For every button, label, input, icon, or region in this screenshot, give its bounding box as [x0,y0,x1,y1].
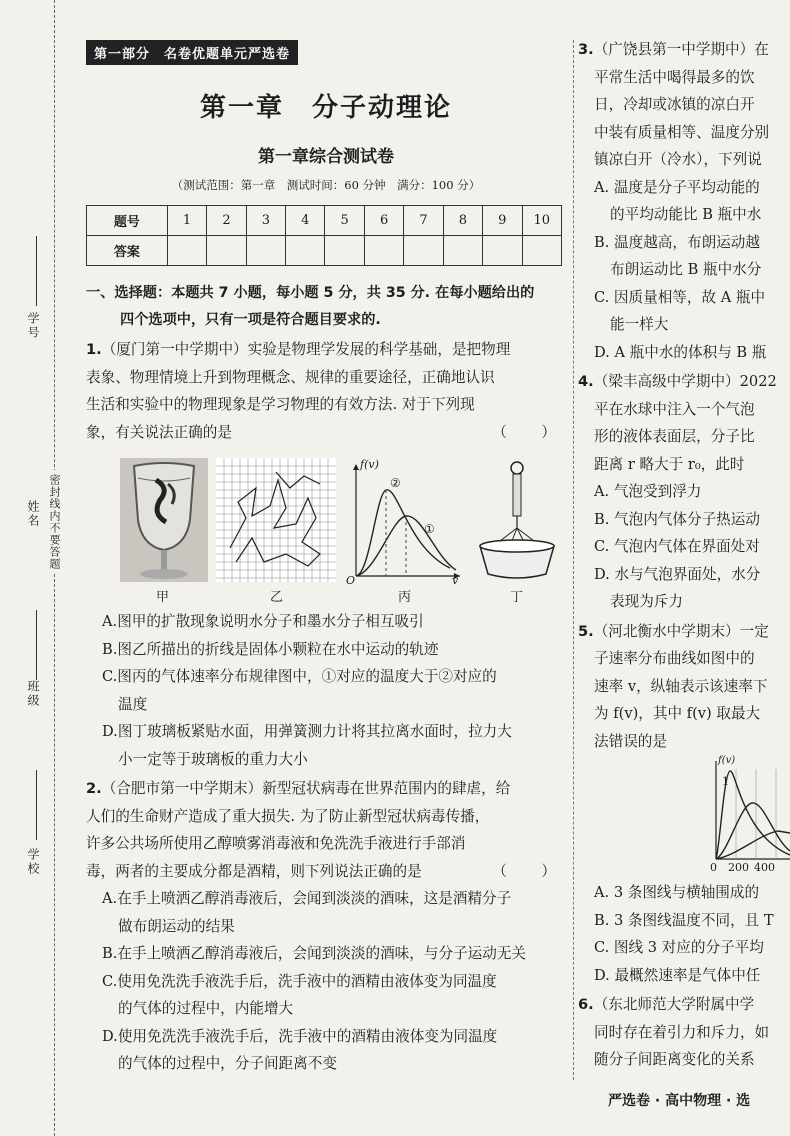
option-label: D. [102,1027,118,1045]
answer-cell[interactable] [483,236,522,266]
answer-cell[interactable] [325,236,364,266]
banner-part: 第一部分 [94,47,151,62]
question-text: 为 f(v)，其中 f(v) 取最大 [594,705,761,722]
school-underline [36,770,37,840]
class-label: 班级 [26,680,40,708]
option-text-cont: 表现为斥力 [610,593,683,610]
answer-table-number-row [87,206,562,236]
option-text: 图丙的气体速率分布规律图中，①对应的温度大于②对应的 [117,668,497,685]
option-d: D. 最概然速率是气体中任 [594,966,761,984]
question-text: （东北师范大学附属中学 [593,996,755,1013]
question-text: 象，有关说法正确的是 [86,423,232,441]
answer-table [86,205,562,266]
question-text: 生活和实验中的物理现象是学习物理的有效方法. 对于下列现 [86,396,475,413]
option-text: 使用免洗洗手液洗手后，洗手液中的酒精由液体变为同温度 [117,1027,498,1045]
question-number: 6 [364,206,403,236]
question-number-label: 2. [86,780,102,797]
question-1-figures [86,458,566,608]
answer-bracket: （ ） [492,423,566,441]
section-banner [86,40,298,65]
option-text: 图甲的扩散现象说明水分子和墨水分子相互吸引 [117,613,424,630]
option-text: 图乙所描出的折线是固体小颗粒在水中运动的轨迹 [117,640,439,658]
option-text-cont: 能一样大 [610,316,669,333]
option-text: 在手上喷洒乙醇消毒液后，会闻到淡淡的酒味，这是酒精分子 [117,890,512,907]
option-a: A. 气泡受到浮力 [594,483,702,500]
section-heading [86,280,566,334]
binding-margin [0,0,66,1136]
answer-cell[interactable] [286,236,325,266]
question-number: 9 [483,206,522,236]
option-b [86,636,566,664]
option-a [86,608,566,636]
question-number: 10 [522,206,562,236]
axis-tick: 400 [754,861,775,874]
question-number-label: 3. [578,41,594,58]
option-c: C. 气泡内气体在界面处对 [594,538,760,555]
answer-cell[interactable] [522,236,562,266]
answer-cell[interactable] [207,236,246,266]
option-b: B. 温度越高，布朗运动越 [594,233,760,251]
option-text-cont: 的气体的过程中，内能增大 [118,1000,294,1017]
question-1-options [86,608,566,773]
option-d: D. 水与气泡界面处，水分 [594,565,761,583]
option-text-cont: 布朗运动比 B 瓶中水分 [610,261,762,278]
option-text-cont: 做布朗运动的结果 [118,917,235,935]
question-text: 速率 v，纵轴表示该速率下 [594,677,768,695]
answer-cell[interactable] [246,236,285,266]
question-text: 毒，两者的主要成分都是酒精，则下列说法正确的是 [86,862,422,880]
figure-glass-diffusion [120,458,208,586]
option-b: B. 3 条图线温度不同，且 T [594,911,774,929]
figure-label: 丁 [510,590,524,605]
question-number-label: 4. [578,373,594,390]
question-text: （梁丰高级中学期中）2022 [593,373,777,390]
question-text: 形的液体表面层，分子比 [594,428,755,445]
main-column [86,40,566,1078]
option-text-cont: 的气体的过程中，分子间距离不变 [118,1055,337,1072]
question-number: 7 [404,206,443,236]
answer-bracket: （ ） [492,862,566,880]
question-text: 镇凉白开（冷水），下列说 [594,151,762,168]
graph-origin-label: O [346,574,356,587]
question-text: 表象、物理情境上升到物理概念、规律的重要途径，正确地认识 [86,368,495,386]
question-text: 法错误的是 [594,732,667,750]
answer-cell[interactable] [443,236,482,266]
option-c: C. 图线 3 对应的分子平均 [594,939,764,956]
option-d [86,718,566,773]
axis-tick: 0 [710,861,717,874]
question-text: 平常生活中喝得最多的饮 [594,68,755,86]
figure-speed-distribution [346,458,464,592]
question-text: 子速率分布曲线如图中的 [594,650,755,667]
question-number: 3 [246,206,285,236]
graph-x-label: v [452,574,459,587]
question-3 [578,36,790,174]
option-a [86,885,566,940]
graph-y-label: f(v) [360,458,379,471]
figure-spring-scale-basin [476,458,558,586]
answer-table-answer-row [87,236,562,266]
question-text: 随分子间距离变化的关系 [594,1051,755,1068]
question-text: 中装有质量相等、温度分别 [594,123,770,141]
graph-y-label: f(v) [718,755,736,766]
question-text: 距离 r 略大于 r₀，此时 [594,455,745,473]
figure-label: 甲 [156,590,170,605]
option-text-cont: 小一定等于玻璃板的重力大小 [118,750,308,768]
question-2-options [86,885,566,1078]
question-5 [578,618,790,756]
question-number-label: 5. [578,622,594,640]
option-b [86,940,566,968]
seal-notice: 密封线内不要答题 [46,470,62,574]
test-title: 第一章综合测试卷 [258,147,394,167]
question-text: （厦门第一中学期中）实验是物理学发展的科学基础，是把物理 [101,341,511,358]
question-text: 许多公共场所使用乙醇喷雾消毒液和免洗洗手液进行手部消 [86,835,466,852]
option-label: C. [102,972,118,990]
student-id-label: 学号 [26,312,40,340]
option-c [86,663,566,718]
option-label: A. [102,613,118,630]
question-text: 平在水球中注入一个气泡 [594,400,755,418]
column-divider [573,40,574,1080]
question-6 [578,991,790,1074]
question-number: 1 [167,206,206,236]
question-text: 日，冷却或冰镇的凉白开 [594,96,755,113]
figure-label: 乙 [270,590,284,605]
footer-series-label: 严选卷 · 高中物理 · 选 [608,1093,751,1109]
question-text: （合肥市第一中学期末）新型冠状病毒在世界范围内的肆虐，给 [101,780,511,797]
test-info: （测试范围：第一章 测试时间：60 分钟 满分：100 分） [171,178,481,192]
option-b: B. 气泡内气体分子热运动 [594,510,760,528]
curve-2-label: ② [390,476,401,490]
question-number: 5 [325,206,364,236]
question-number-label: 1. [86,341,102,358]
curve-1-label: 1 [722,775,729,788]
question-number: 8 [443,206,482,236]
question-number: 2 [207,206,246,236]
question-2 [86,775,566,885]
option-label: B. [102,640,118,658]
chapter-title: 第一章 分子动理论 [199,93,452,123]
question-number-header: 题号 [87,206,168,236]
option-c: C. 因质量相等，故 A 瓶中 [594,288,766,306]
option-d [86,1023,566,1078]
axis-tick: 200 [728,861,749,874]
option-d: D. A 瓶中水的体积与 B 瓶 [594,343,767,361]
question-1 [86,336,566,446]
class-underline [36,610,37,680]
option-a: A. 3 条图线与横轴围成的 [594,884,760,901]
option-a: A. 温度是分子平均动能的 [594,178,760,196]
question-text: 同时存在着引力和斥力，如 [594,1023,770,1041]
option-label: C. [102,668,118,685]
option-text: 在手上喷洒乙醇消毒液后，会闻到淡淡的酒味，与分子运动无关 [117,945,527,962]
school-label: 学校 [26,848,40,876]
answer-cell[interactable] [364,236,403,266]
question-5-graph [578,755,790,879]
option-text-cont: 温度 [118,695,148,713]
question-4 [578,368,790,478]
option-c [86,968,566,1023]
right-column [578,34,790,1074]
banner-subtitle: 名卷优题单元严选卷 [164,47,291,62]
option-label: A. [102,890,118,907]
answer-cell[interactable] [404,236,443,266]
question-number: 4 [286,206,325,236]
curve-1-label: ① [424,522,435,536]
answer-cell[interactable] [167,236,206,266]
question-text: 人们的生命财产造成了重大损失. 为了防止新型冠状病毒传播， [86,807,490,825]
answer-header: 答案 [87,236,168,266]
name-label: 姓名 [26,500,40,528]
question-text: （河北衡水中学期末）一定 [593,622,769,640]
question-text: （广饶县第一中学期中）在 [593,41,769,58]
student-id-underline [36,236,37,306]
section-heading-line: 一、选择题：本题共 7 小题，每小题 5 分，共 35 分. 在每小题给出的 [86,285,535,301]
option-text-cont: 的平均动能比 B 瓶中水 [610,206,762,223]
question-number-label: 6. [578,996,594,1013]
option-label: B. [102,945,118,962]
figure-brownian-grid [216,458,336,586]
option-label: D. [102,723,118,740]
section-heading-line: 四个选项中，只有一项是符合题目要求的. [120,312,381,328]
option-text: 使用免洗洗手液洗手后，洗手液中的酒精由液体变为同温度 [117,972,497,990]
figure-label: 丙 [398,590,412,605]
option-text: 图丁玻璃板紧贴水面，用弹簧测力计将其拉离水面时，拉力大 [117,723,512,740]
